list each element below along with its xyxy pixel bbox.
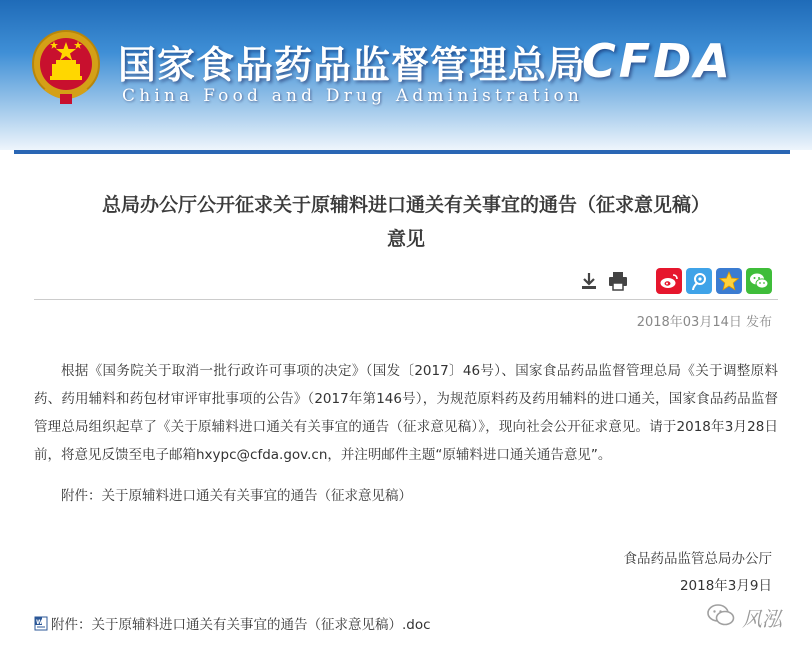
download-icon[interactable] [576, 268, 602, 294]
wechat-watermark-icon [706, 603, 736, 632]
article-title-line1: 总局办公厅公开征求关于原辅料进口通关有关事宜的通告（征求意见稿） [101, 194, 710, 216]
signature-date: 2018年3月9日 [679, 578, 772, 594]
svg-text:W: W [36, 618, 43, 626]
attachment-doc-label: 附件：关于原辅料进口通关有关事宜的通告（征求意见稿）.doc [51, 617, 431, 633]
article-title-line2: 意见 [386, 228, 425, 250]
qzone-share-icon[interactable] [716, 268, 742, 294]
publish-date: 2018年03月14日 发布 [636, 315, 772, 330]
weibo-share-icon[interactable] [656, 268, 682, 294]
attachment-note: 附件：关于原辅料进口通关有关事宜的通告（征求意见稿） [61, 488, 412, 504]
banner-divider [14, 150, 790, 154]
agency-name-cn: 国家食品药品监督管理总局 [118, 42, 587, 87]
tencent-weibo-share-icon[interactable] [686, 268, 712, 294]
article-title [30, 188, 782, 256]
watermark-text: 风泓 [742, 607, 782, 631]
watermark [706, 603, 782, 632]
signature-org: 食品药品监管总局办公厅 [623, 551, 772, 567]
print-icon[interactable] [605, 268, 631, 294]
agency-name-en: China Food and Drug Administration [122, 86, 584, 106]
cfda-logo: CFDA [582, 34, 733, 88]
article-body: 根据《国务院关于取消一批行政许可事项的决定》（国发〔2017〕46号）、国家食品药品监督管理总局《关于调整原料药、药用辅料和药包材审评审批事项的公告》（2017年第146号），为规范原料药及药用辅料的进口通关，国家食品药品监督管理总局组织起草了《关于原辅料进口通关有关事宜的通告（征求意见稿）》，现向社会公开征求意见。请于2018年3月28日前，将意见反馈至电子邮箱hxypc@cfda.gov.cn，并注明邮件主题“原辅料进口通关通告意见”。 [34, 363, 778, 463]
header-banner [0, 0, 812, 150]
wechat-share-icon[interactable] [746, 268, 772, 294]
national-emblem-icon [30, 28, 102, 108]
attachment-doc-link[interactable] [34, 613, 431, 633]
word-doc-icon [34, 616, 48, 631]
toolbar-divider [34, 299, 778, 300]
